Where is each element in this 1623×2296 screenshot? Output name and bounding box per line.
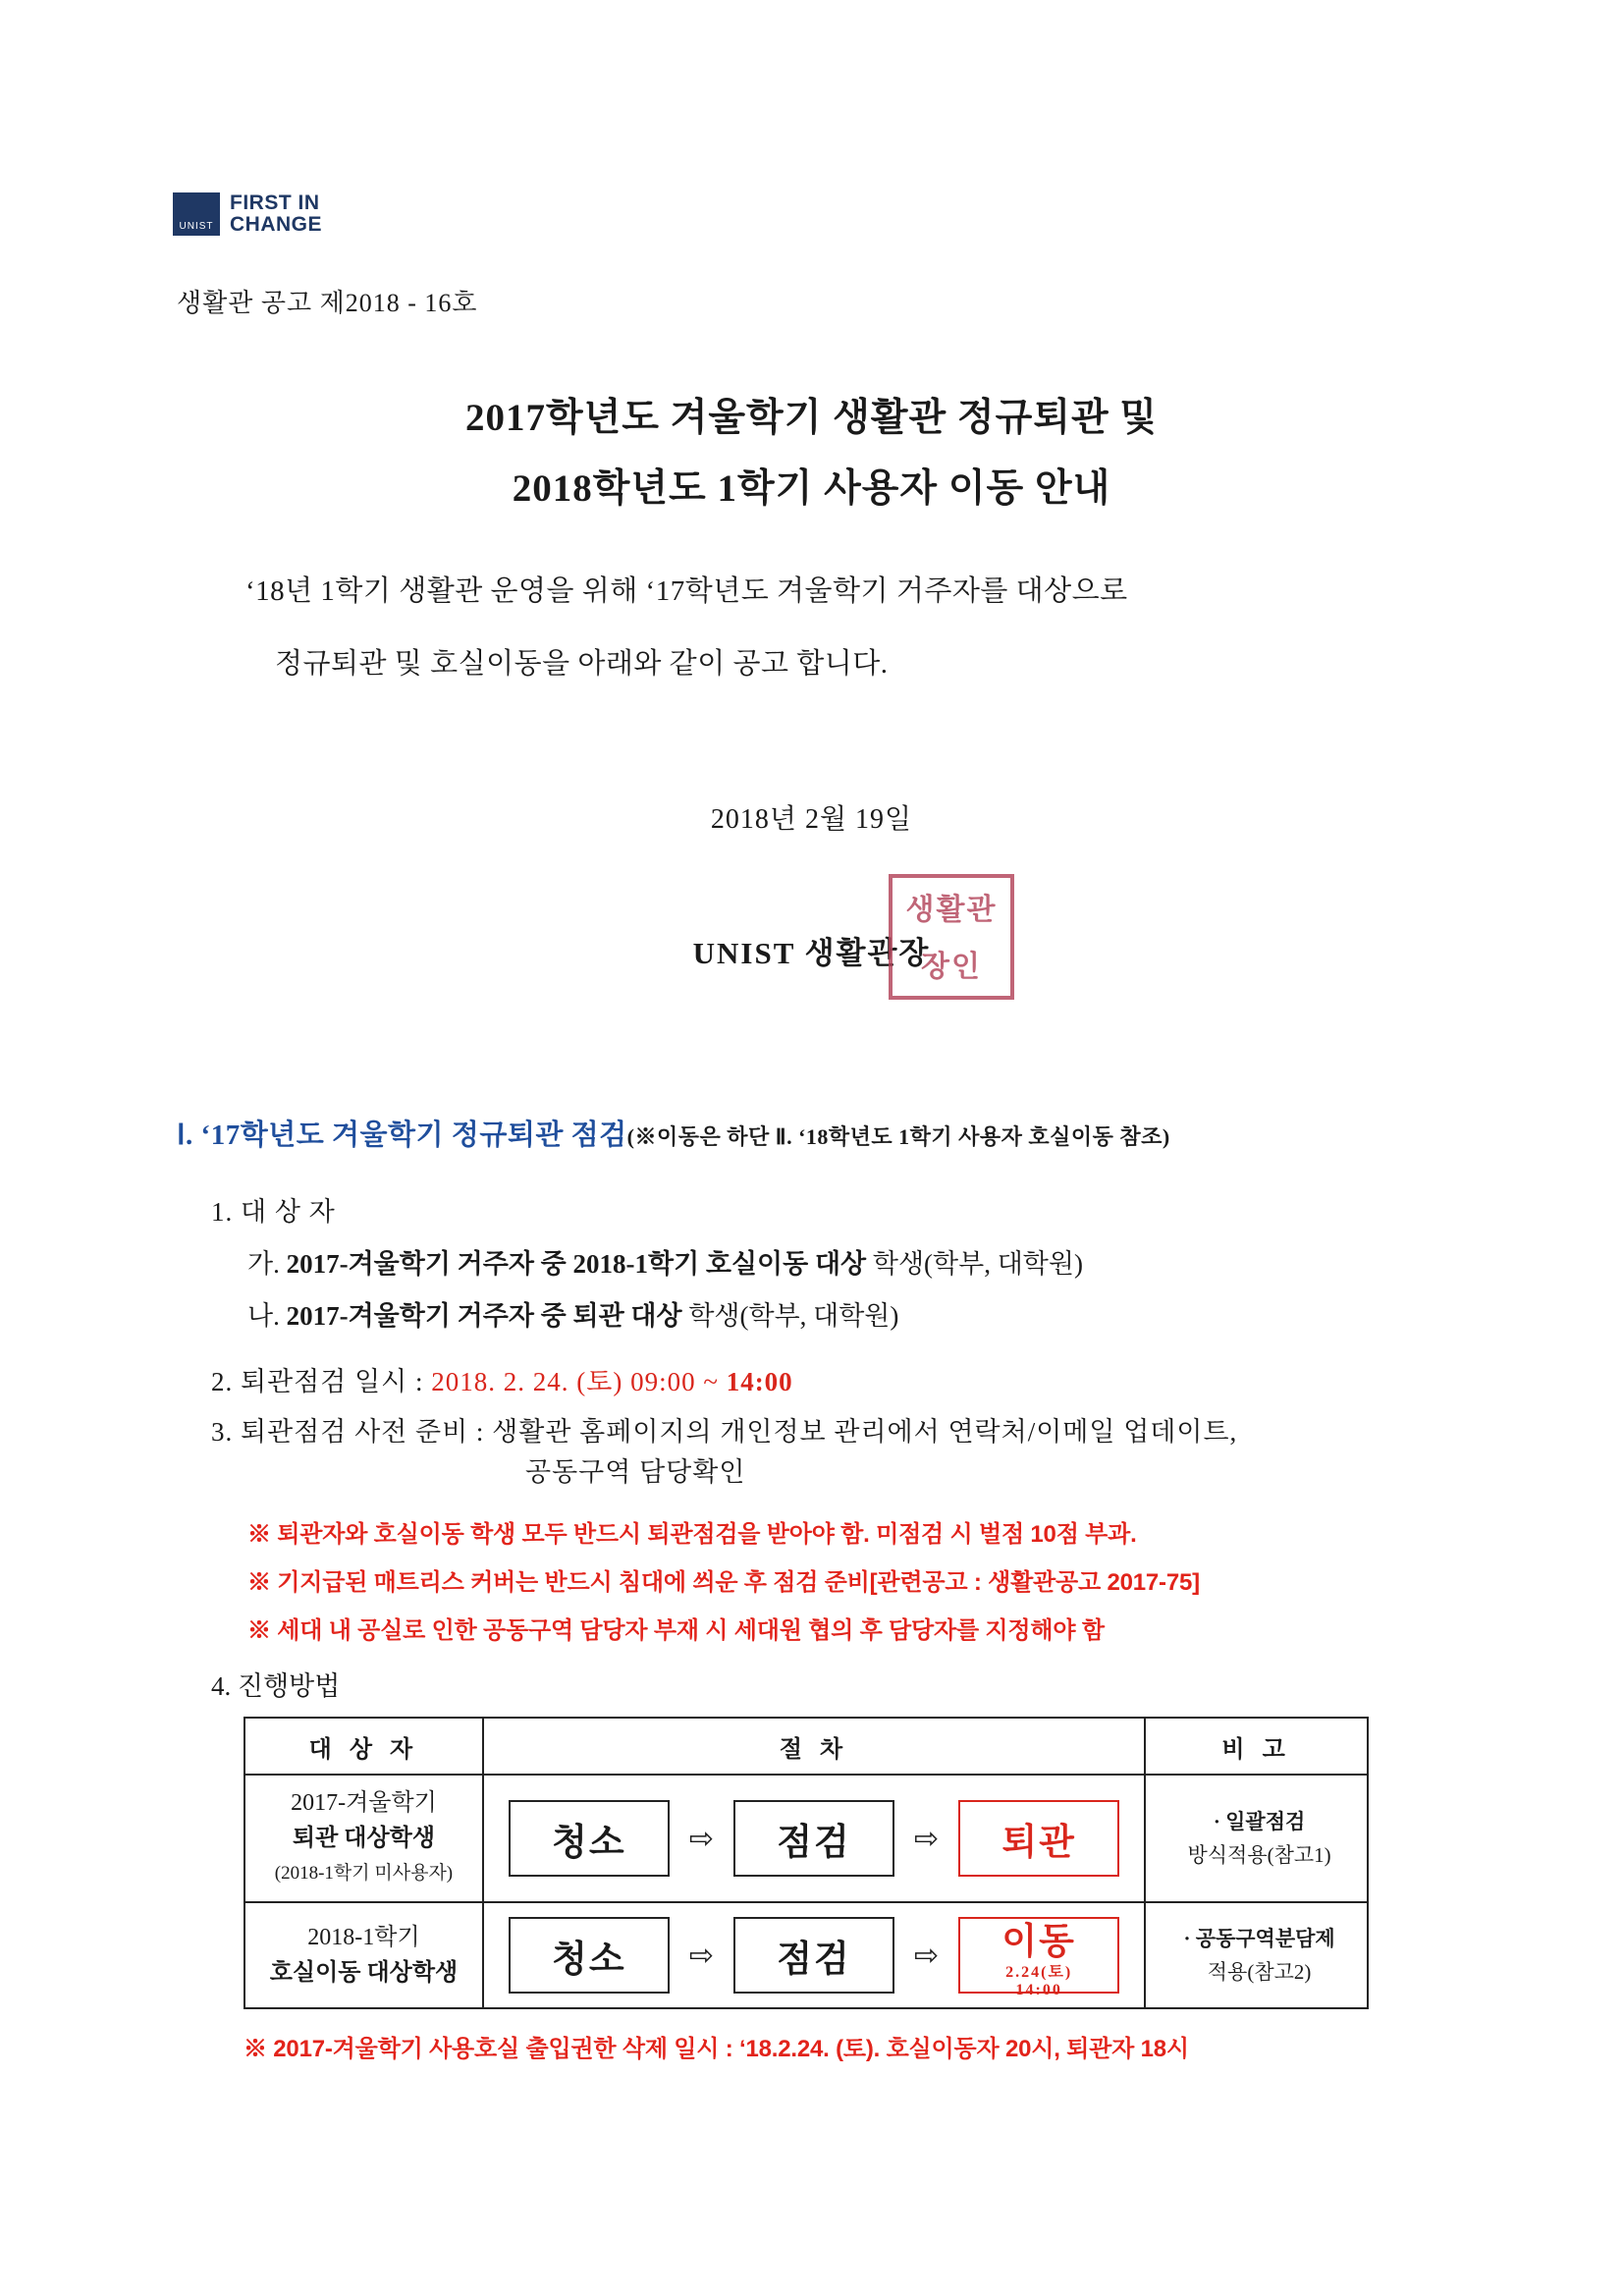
arrow-icon: ⇨ bbox=[688, 1939, 715, 1972]
item-1b-prefix: 나. bbox=[247, 1301, 287, 1331]
item-2-label: 2. 퇴관점검 일시 : bbox=[211, 1367, 432, 1396]
row-2-step-1 bbox=[509, 1917, 670, 1994]
row-2-note-line2: 적용(참고2) bbox=[1207, 1960, 1312, 1984]
procedure-table bbox=[243, 1717, 1369, 2009]
warning-note-3: ※ 세대 내 공실로 인한 공동구역 담당자 부재 시 세대원 협의 후 담당자를 지정해야 함 bbox=[247, 1617, 1105, 1644]
item-1b bbox=[247, 1294, 1473, 1333]
arrow-icon: ⇨ bbox=[688, 1822, 715, 1855]
row-2-step-2-label: 점검 bbox=[777, 1940, 851, 1980]
item-1a bbox=[247, 1242, 1473, 1281]
issue-date: 2018년 2월 19일 bbox=[710, 804, 913, 835]
item-3 bbox=[211, 1410, 1473, 1489]
row-1-step-3-label: 퇴관 bbox=[1001, 1823, 1076, 1863]
row-2-step-3-sub1: 2.24(토) bbox=[1005, 1964, 1073, 1981]
row-1-flow bbox=[484, 1800, 1144, 1877]
row-1-target-line2: 퇴관 대상학생 bbox=[292, 1826, 436, 1851]
item-2-value-bold: 14:00 bbox=[726, 1367, 793, 1396]
row-2-step-3-label: 이동 bbox=[1001, 1922, 1076, 1962]
item-1a-prefix: 가. bbox=[247, 1249, 287, 1279]
issuer-name: UNIST 생활관장 bbox=[692, 936, 931, 970]
intro-line2: 정규퇴관 및 호실이동을 아래와 같이 공고 합니다. bbox=[275, 648, 889, 680]
row-2-step-3 bbox=[958, 1917, 1119, 1998]
item-1b-bold: 2017-겨울학기 거주자 중 퇴관 대상 bbox=[286, 1301, 682, 1331]
item-2 bbox=[211, 1360, 1473, 1398]
intro-line1: ‘18년 1학기 생활관 운영을 위해 ‘17학년도 겨울학기 거주자를 대상으로 bbox=[245, 575, 1128, 607]
table-row bbox=[244, 1902, 1368, 2008]
table-footnote: ※ 2017-겨울학기 사용호실 출입권한 삭제 일시 : ‘18.2.24. (토). 호실이동자 20시, 퇴관자 18시 bbox=[243, 2036, 1189, 2062]
logo-text-line2: CHANGE bbox=[230, 213, 323, 236]
item-1-label: 1. 대 상 자 bbox=[211, 1197, 336, 1227]
table-row bbox=[244, 1775, 1368, 1902]
row-1-note bbox=[1145, 1775, 1368, 1902]
row-2-step-3-sub2: 14:00 bbox=[1015, 1982, 1062, 1998]
item-3-label: 3. 퇴관점검 사전 준비 : 생활관 홈페이지의 개인정보 관리에서 연락처/이메일 업데이트, bbox=[211, 1417, 1238, 1447]
arrow-icon: ⇨ bbox=[914, 1822, 940, 1855]
row-1-procedure bbox=[483, 1775, 1145, 1902]
notice-number: 생활관 공고 제2018 - 16호 bbox=[177, 289, 478, 317]
page-title-line2: 2018학년도 1학기 사용자 이동 안내 bbox=[512, 467, 1111, 510]
row-2-step-2 bbox=[733, 1917, 894, 1994]
row-1-step-2 bbox=[733, 1800, 894, 1877]
row-2-procedure bbox=[483, 1902, 1145, 2008]
item-4-label: 4. 진행방법 bbox=[211, 1671, 341, 1701]
row-1-note-line1: · 일괄점검 bbox=[1213, 1810, 1306, 1833]
intro-paragraph bbox=[245, 555, 1384, 700]
row-1-step-2-label: 점검 bbox=[777, 1823, 851, 1863]
item-2-value: 2018. 2. 24. (토) 09:00 ~ bbox=[431, 1367, 727, 1396]
row-2-note bbox=[1145, 1902, 1368, 2008]
arrow-icon: ⇨ bbox=[914, 1939, 940, 1972]
official-seal-stamp: 생활관장인 bbox=[889, 874, 1014, 1000]
table-header-note: 비 고 bbox=[1145, 1718, 1368, 1775]
logo-text bbox=[230, 192, 322, 236]
logo-mark: UNIST bbox=[173, 192, 220, 236]
row-1-step-1-label: 청소 bbox=[552, 1823, 626, 1863]
table-header-row bbox=[244, 1718, 1368, 1775]
table-header-procedure: 절 차 bbox=[483, 1718, 1145, 1775]
row-1-target-line1: 2017-겨울학기 bbox=[291, 1790, 437, 1816]
unist-logo bbox=[173, 192, 322, 236]
section-1-body bbox=[177, 1169, 1473, 1645]
page-title bbox=[0, 383, 1623, 524]
warning-note-1: ※ 퇴관자와 호실이동 학생 모두 반드시 퇴관점검을 받아야 함. 미점검 시 벌점 10점 부과. bbox=[247, 1521, 1137, 1548]
warning-note-2: ※ 기지급된 매트리스 커버는 반드시 침대에 씌운 후 점검 준비[관련공고 : 생활관공고 2017-75] bbox=[247, 1569, 1200, 1596]
row-1-target bbox=[244, 1775, 483, 1902]
row-1-target-line3: (2018-1학기 미사용자) bbox=[274, 1863, 454, 1884]
item-1b-tail: 학생(학부, 대학원) bbox=[681, 1301, 899, 1331]
row-1-step-1 bbox=[509, 1800, 670, 1877]
row-2-note-line1: · 공동구역분담제 bbox=[1183, 1927, 1335, 1950]
row-2-target-line2: 호실이동 대상학생 bbox=[269, 1960, 459, 1986]
section-1-heading-text: Ⅰ. ‘17학년도 겨울학기 정규퇴관 점검 bbox=[177, 1120, 627, 1151]
item-3-continuation: 공동구역 담당확인 bbox=[525, 1457, 746, 1487]
page-title-line1: 2017학년도 겨울학기 생활관 정규퇴관 및 bbox=[464, 397, 1159, 439]
row-2-step-1-label: 청소 bbox=[552, 1940, 626, 1980]
row-2-target-line1: 2018-1학기 bbox=[307, 1925, 420, 1950]
table-header-target: 대 상 자 bbox=[244, 1718, 483, 1775]
section-1-heading-note: (※이동은 하단 Ⅱ. ‘18학년도 1학기 사용자 호실이동 참조) bbox=[626, 1124, 1170, 1149]
item-1a-tail: 학생(학부, 대학원) bbox=[866, 1249, 1083, 1279]
item-1a-bold: 2017-겨울학기 거주자 중 2018-1학기 호실이동 대상 bbox=[286, 1249, 867, 1279]
row-1-step-3 bbox=[958, 1800, 1119, 1877]
logo-text-line1: FIRST IN bbox=[230, 191, 320, 214]
section-1-heading bbox=[177, 1113, 1170, 1153]
row-2-target bbox=[244, 1902, 483, 2008]
row-2-flow bbox=[484, 1917, 1144, 1998]
row-1-note-line2: 방식적용(참고1) bbox=[1187, 1843, 1331, 1867]
